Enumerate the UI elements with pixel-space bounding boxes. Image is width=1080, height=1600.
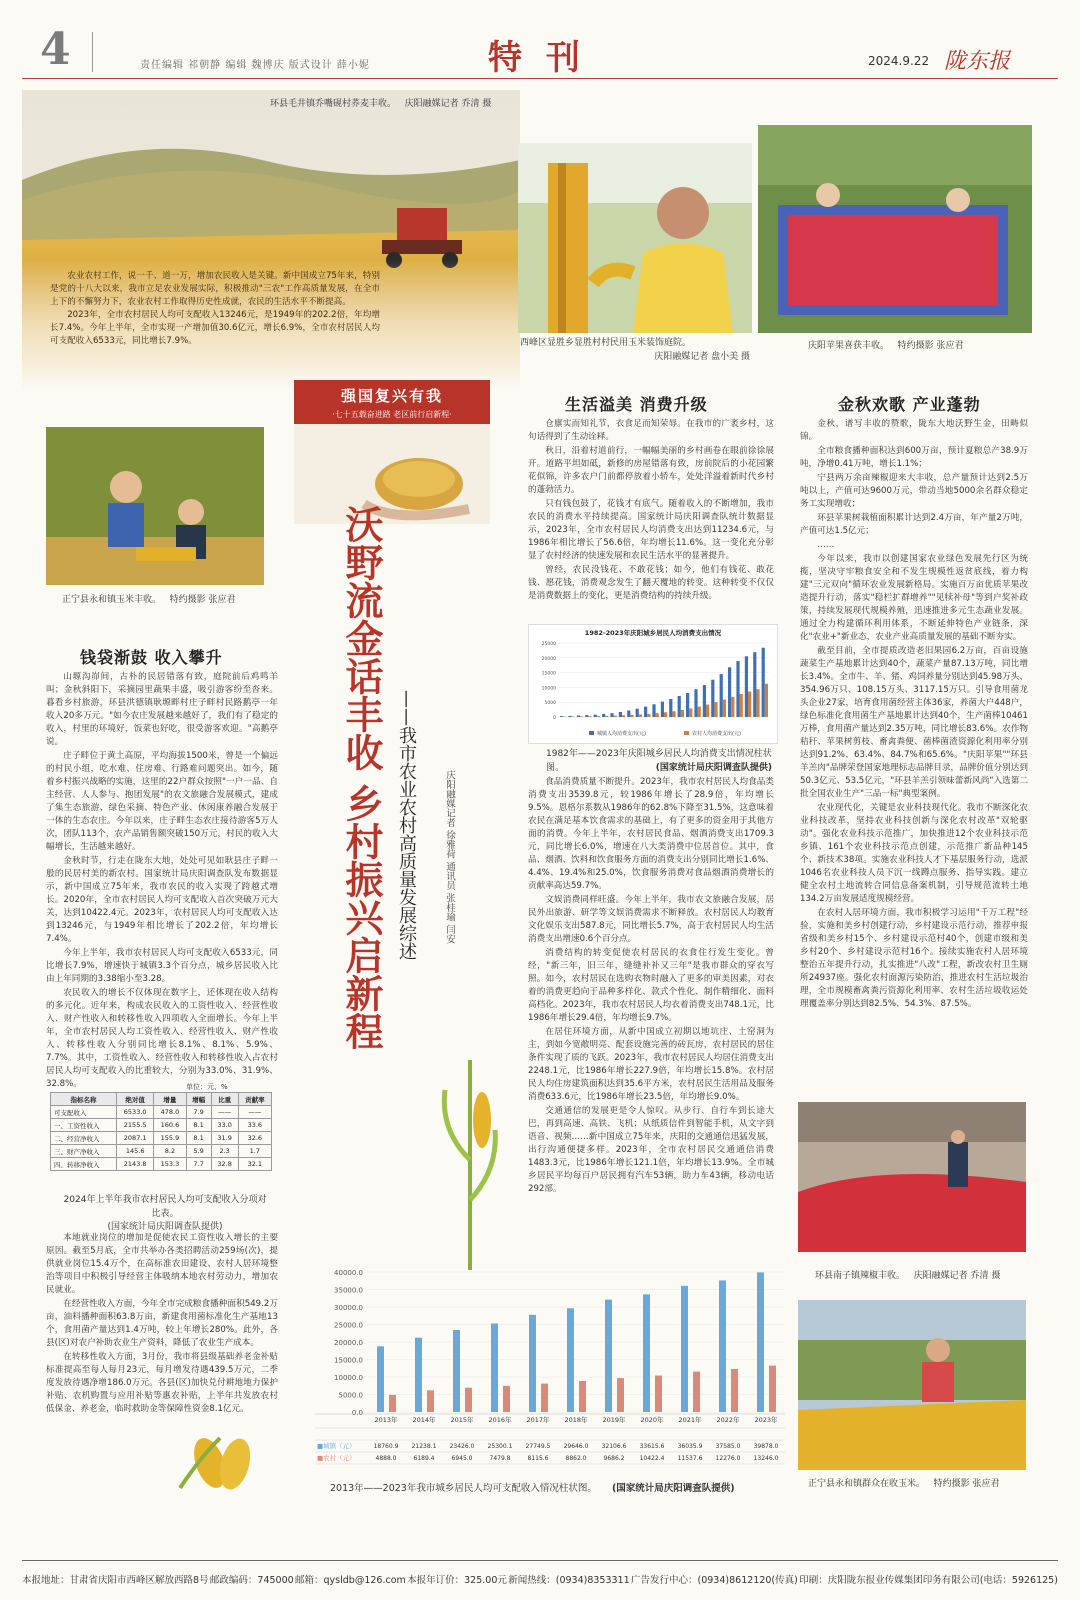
y-tick-label: 0 — [553, 716, 556, 721]
bar — [698, 707, 701, 717]
legend-label: 农村人均消费支出(元) — [692, 731, 741, 737]
y-tick-label: 20000 — [541, 656, 556, 662]
table-cell: 7.9 — [186, 1106, 211, 1119]
col2-paragraph: 秋日，沿着村道前行，一幅幅美丽的乡村画卷在眼前徐徐展开。道路平坦如砥，新修的房屋错落有致，房前院后的小花园繁花似锦，许多农户门前都停放着小轿车，处处洋溢着新时代乡村的蓬勃活力。 — [528, 446, 774, 495]
y-tick-label: 30000.0 — [334, 1304, 363, 1312]
header-divider-vertical — [92, 32, 93, 72]
col2-paragraph: 食品消费质量不断提升。2023年，我市农村居民人均食品类消费支出3539.8元，较1986年增长了28.9倍，年均增长9.5%。恩格尔系数从1986年的62.8%下降至31.5%，这意味着农民在满足基本饮食需求的基础上，有了更多的资金用于其他方面的消费。今年上半年，农村居民食品、烟酒消费支出1709.3元，同比增长6.0%，增速在八大类消费中位居首位。其中，食品、烟酒、饮料和饮食服务方面的消费支出分别同比增长1.6%、4.4%、19.4%和25.0%，饮食服务消费对食品烟酒消费增长的贡献率高达59.7%。 — [528, 777, 774, 891]
data-label: 13246.0 — [753, 1455, 779, 1462]
table-header-cell: 指标名称 — [51, 1093, 117, 1106]
corn-caption — [520, 337, 750, 364]
col1-paragraph: 本地就业岗位的增加是促使农民工资性收入增长的主要原因。截至5月底，全市共举办各类招聘活动259场(次)，提供就业岗位15.4万个，在高标准农田建设、农村人居环境整治等项目中积极引导经营主体吸纳本地农村劳动力，增加农民就业。 — [46, 1233, 278, 1295]
data-label: 6189.4 — [413, 1455, 435, 1462]
sub-headline: ——我市农业农村高质量发展综述 — [396, 690, 417, 960]
col1-paragraph: 山塬沟峁间，古朴的民居错落有致，庭院前后鸡鸣羊叫；金秋斜阳下，采摘园里蔬果丰盛，吸引游客纷至沓来。暮看乡村旅游，环县洪德镇耿塬畔村庄子畔村民路鹅亭一年收入20多万元。"如今农庄发展越来越好了，我们有了稳定的收入，村里的环境好，饭菜也好吃，很受游客欢迎。"高鹅亭说。 — [46, 672, 278, 747]
col3-paragraph: 环县苹果树栽植面积累计达到2.4万亩，年产量2万吨，产值可达1.5亿元； — [800, 513, 1028, 536]
kids-caption-text: 正宁县永和镇玉米丰收。 — [62, 595, 162, 605]
x-tick-label: 2015年 — [450, 1416, 474, 1424]
footer-price: 本报年订价：325.00元 — [407, 1575, 507, 1586]
bar — [719, 1280, 726, 1412]
apple-harvest-photo — [758, 125, 1032, 333]
bar — [580, 716, 583, 717]
col3-paragraph: 全市粮食播种面积达到600万亩，预计夏粮总产38.9万吨，净增0.41万吨，增长1.1%； — [800, 446, 1028, 469]
data-label: 23426.0 — [449, 1443, 475, 1450]
data-label: 18760.9 — [373, 1443, 399, 1450]
table-cell: 155.9 — [154, 1132, 186, 1145]
x-tick-label: 2017年 — [526, 1416, 550, 1424]
bar — [579, 1381, 586, 1412]
table-cell: 5.9 — [186, 1145, 211, 1158]
apple-caption — [808, 340, 963, 354]
pepper-caption — [815, 1270, 1000, 1284]
banner-line1: 强国复兴有我 — [340, 387, 443, 405]
x-tick-label: 2018年 — [564, 1416, 588, 1424]
pepper-harvest-photo — [798, 1102, 1026, 1252]
table-cell: 32.1 — [238, 1158, 271, 1171]
bar — [643, 1294, 650, 1412]
income-table-caption — [60, 1194, 270, 1235]
data-label: 6945.0 — [451, 1455, 473, 1462]
footer-printer: 印刷：庆阳陇东报业传媒集团印务有限公司(电话：5926125) — [799, 1575, 1058, 1586]
data-label: 21238.1 — [411, 1443, 437, 1450]
income-chart — [315, 1262, 790, 1472]
footer-email: 邮箱：qysldb@126.com — [295, 1575, 406, 1586]
col1-body-bottom — [46, 1232, 278, 1422]
bar — [541, 1384, 548, 1412]
table-header-cell: 贡献率 — [238, 1093, 271, 1106]
landscape-caption — [270, 98, 491, 112]
farmer-caption — [808, 1478, 999, 1492]
bar — [622, 715, 625, 717]
landscape-caption-text: 环县毛井镇乔嘴砚村荞麦丰收。 — [270, 99, 397, 109]
bar — [723, 700, 726, 717]
bar — [627, 710, 630, 717]
footer-address: 本报地址：甘肃省庆阳市西峰区解放西路8号 — [22, 1575, 209, 1586]
banner-line2: ·七十五载奋进路 老区前行启新程· — [332, 410, 452, 419]
col2-paragraph: 交通通信的发展更是令人惊叹。从步行、自行车到长途大巴，再到高速、高铁、飞机；从纸质信件到智能手机，从文字到语音、视频……新中国成立75年来，庆阳的交通通信迅猛发展，出行沟通便捷多样。2023年，全市农村居民交通通信消费1483.3元，比1986年增长121.1倍，年均增长13.9%。全市城乡居民平均每百户居民拥有汽车53辆，助力车43辆，移动电话292部。 — [528, 1106, 774, 1194]
bar — [762, 648, 765, 717]
y-tick-label: 25000.0 — [334, 1321, 363, 1330]
bar — [602, 714, 605, 717]
bar — [652, 704, 655, 717]
table-cell: 三、财产净收入 — [51, 1145, 117, 1158]
grain-hands-image — [294, 424, 490, 524]
bar — [389, 1395, 396, 1412]
bar — [681, 710, 684, 717]
table-cell: 可支配收入 — [51, 1106, 117, 1119]
income-table-credit: (国家统计局庆阳调查队提供) — [107, 1222, 223, 1232]
row-label: ■城镇（元） — [317, 1442, 356, 1450]
landscape-credit: 庆阳融媒记者 乔清 摄 — [404, 99, 492, 109]
y-tick-label: 10000.0 — [334, 1374, 363, 1382]
corn-cob-image — [170, 1428, 270, 1490]
y-tick-label: 15000 — [541, 671, 556, 677]
bar — [769, 1366, 776, 1412]
col3-paragraph: 金秋，谱写丰收的赞歌，陇东大地沃野生金，田畴似锦。 — [800, 419, 1028, 442]
x-tick-label: 2021年 — [678, 1416, 702, 1424]
bar — [681, 1286, 688, 1412]
table-header-cell: 绝对值 — [116, 1093, 153, 1106]
income-table-unit: 单位：元、% — [186, 1083, 228, 1091]
y-tick-label: 0.0 — [351, 1409, 363, 1417]
x-tick-label: 2014年 — [412, 1416, 436, 1424]
table-cell: 160.6 — [154, 1119, 186, 1132]
bar — [567, 1308, 574, 1412]
x-tick-label: 2023年 — [754, 1416, 778, 1424]
col3-paragraph: …… — [817, 540, 835, 550]
y-tick-label: 25000 — [541, 642, 556, 647]
bar — [503, 1386, 510, 1412]
col3-paragraph: 农业现代化，关键是农业科技现代化。我市不断深化农业科技改革，坚持农业科技创新与深化农村改革"双轮驱动"。强化农业科技示范推广，加快推进12个农业科技示范乡镇、161个农业科技示范点创建，示范推广新品种145个、新技术38项。实施农业科技人才下基层服务行动，选派1046名农业科技人员下沉一线蹲点服务、指导实践。建立健全农村土地流转合同信息备案机制，引导规范流转土地134.2万亩发展适度规模经营。 — [800, 803, 1028, 904]
bar — [694, 689, 697, 717]
table-header-cell: 增量 — [154, 1093, 186, 1106]
bar — [678, 696, 681, 717]
y-tick-label: 35000.0 — [334, 1286, 363, 1295]
bar — [661, 702, 664, 717]
x-tick-label: 2022年 — [716, 1416, 740, 1424]
x-tick-label: 2016年 — [488, 1416, 512, 1424]
bar — [619, 712, 622, 717]
pepper-caption-text: 环县南子镇辣椒丰收。 — [815, 1271, 906, 1281]
apple-credit: 特约摄影 张应君 — [897, 341, 964, 351]
data-label: 10422.4 — [639, 1455, 665, 1462]
y-tick-label: 15000.0 — [334, 1356, 363, 1365]
legend-swatch — [589, 731, 594, 735]
y-tick-label: 5000.0 — [338, 1391, 363, 1400]
table-cell: 33.0 — [211, 1119, 238, 1132]
bar — [597, 716, 600, 717]
farmer-credit: 特约摄影 张应君 — [933, 1479, 1000, 1489]
bar — [664, 712, 667, 717]
chart2-credit: (国家统计局庆阳调查队提供) — [611, 1483, 735, 1494]
chart2-caption-text: 2013年——2023年我市城乡居民人均可支配收入情况柱状图。 — [330, 1483, 597, 1494]
col3-paragraph: 截至目前，全市提质改造老旧果园6.2万亩，百亩设施蔬菜生产基地累计达到40个，蔬菜产量87.13万吨，同比增长3.4%。全市牛、羊、猪、鸡饲养量分别达到45.98万头、354.96万只、108.15万头、3117.15万只。引导食用菌龙头企业27家，培育食用菌经营主体36家，养菌大户448户，绿色标准化食用菌生产基地累计达到40个，生产菌棒10461万棒，食用菌产量达到2.35万吨，同比增长83.6%。农作物秸秆、苹果树剪枝、畜禽粪便、菌棒菌渣资源化利用率分别达到91.2%、63.4%、84.7%和65.6%。"庆阳苹果""环县羊羔肉"品牌荣登国家地理标志品牌目录，品牌价值分别达到50.3亿元、53.5亿元，"环县羊羔引领味蕾新风尚"入选第二批全国农业生产"三品一标"典型案例。 — [800, 646, 1028, 799]
bar — [453, 1330, 460, 1412]
table-cell: —— — [238, 1106, 271, 1119]
kids-caption — [62, 594, 235, 608]
pepper-image — [798, 1102, 1026, 1252]
apple-image — [758, 125, 1032, 333]
bar — [572, 716, 575, 717]
bar — [427, 1390, 434, 1412]
income-table — [50, 1092, 272, 1171]
intro-block — [50, 270, 380, 348]
bar — [577, 716, 580, 717]
table-cell: 33.6 — [238, 1119, 271, 1132]
data-label: 25300.1 — [487, 1443, 513, 1450]
bar — [706, 705, 709, 717]
bar — [639, 714, 642, 717]
y-tick-label: 10000 — [541, 686, 556, 692]
col1-paragraph: 农民收入的增长不仅体现在数字上，还体现在收入结构的多元化。近年来，构成农民收入的工资性收入、经营性收入、财产性收入和转移性收入四项收入全面增长。今年上半年，全市农村居民人均工资性收入、经营性收入、财产性收入、转移性收入分别同比增长8.1%、8.1%、5.9%、7.7%。其中，工资性收入、经营性收入和转移性收入占农村居民人均可支配收入的比重较大，分别为33.0%、31.9%、32.8%。 — [46, 988, 278, 1089]
table-cell: 2.3 — [211, 1145, 238, 1158]
bar — [686, 693, 689, 717]
data-label: 9686.2 — [603, 1455, 625, 1462]
table-cell: —— — [211, 1106, 238, 1119]
x-tick-label: 2013年 — [374, 1416, 398, 1424]
bar — [711, 680, 714, 717]
footer — [22, 1572, 1058, 1586]
chart2-caption — [330, 1482, 735, 1496]
bar — [756, 689, 759, 717]
bar — [647, 714, 650, 717]
chart1-caption — [546, 748, 772, 775]
bar — [703, 685, 706, 717]
table-row — [51, 1158, 272, 1171]
editors-line: 责任编辑 祁朝静 编辑 魏博庆 版式设计 薛小妮 — [140, 60, 370, 71]
table-cell: 32.8 — [211, 1158, 238, 1171]
header-rule — [22, 78, 1058, 79]
table-row — [51, 1145, 272, 1158]
bar — [491, 1323, 498, 1412]
col2-title: 生活溢美 消费升级 — [565, 395, 708, 414]
data-label: 32106.6 — [601, 1443, 627, 1450]
data-label: 39878.0 — [753, 1443, 779, 1450]
issue-date: 2024.9.22 — [868, 54, 930, 68]
byline: 庆阳融媒记者 徐雅荷 通讯员 张桂瑜 闫安 — [444, 770, 455, 944]
row-label: ■农村（元） — [317, 1454, 356, 1462]
bar — [610, 713, 613, 717]
footer-postcode: 邮政编码：745000 — [209, 1575, 294, 1586]
bar — [693, 1372, 700, 1412]
col3-paragraph: 今年以来，我市以创建国家农业绿色发展先行区为统揽，坚决守牢粮食安全和不发生规模性返贫底线，着力构建"三元双向"循环农业发展新格局。实施百万亩优质苹果改造提升行动，落实"稳栏扩群增养""见犊补母"等到户奖补政策，持续发展现代规模养殖，迅速推进多元生态蔬业发展。通过全力构建循环利用体系，不断延伸特色产业链条，深化"农业+"新业态，农业产业高质量发展的基础不断夯实。 — [800, 554, 1028, 642]
col2-paragraph: 仓廪实而知礼节，衣食足而知荣辱。在我市的广袤乡村，这句话得到了生动诠释。 — [528, 419, 774, 442]
table-header-cell: 比重 — [211, 1093, 238, 1106]
grain-hands-graphic — [294, 424, 490, 524]
table-cell: 8.1 — [186, 1119, 211, 1132]
col3-paragraph: 在农村人居环境方面，我市积极学习运用"千万工程"经验，实施和美乡村创建行动，乡村建设示范行动，推荐申报省级和美乡村15个、乡村建设示范村40个，创建市级和美乡村20个、乡村建设示范村16个。接续实施农村人居环境整治五年提升行动，扎实推进"八改"工程，新改农村卫生厕所24937座。强化农村面源污染防治，推进农村生活垃圾治理，全市规模畜禽粪污资源化利用率、农村生活垃圾收运处理覆盖率分别达到82.5%、54.3%、87.5%。 — [800, 908, 1028, 1009]
legend-label: 城镇人均消费支出(元) — [597, 731, 646, 737]
y-tick-label: 20000.0 — [334, 1339, 363, 1347]
income-table-body — [51, 1106, 272, 1171]
y-tick-label: 5000 — [544, 701, 556, 707]
data-label: 8115.6 — [527, 1455, 549, 1462]
chart1-caption-text: 1982年——2023年庆阳城乡居民人均消费支出情况柱状图。 — [546, 749, 772, 773]
table-cell: 四、转移净收入 — [51, 1158, 117, 1171]
intro-paragraph: 2023年，全市农村居民人均可支配收入13246元，是1949年的202.2倍，年均增长7.4%。今年上半年，全市实现一产增加值30.6亿元，增长6.9%，全市农村居民人均可支配收入6533元，同比增长7.9%。 — [50, 310, 380, 346]
table-cell: 6533.0 — [116, 1106, 153, 1119]
table-cell: 二、经营净收入 — [51, 1132, 117, 1145]
table-cell: 2155.5 — [116, 1119, 153, 1132]
table-cell: 8.2 — [154, 1145, 186, 1158]
corn-cob-illustration — [170, 1428, 270, 1490]
col2-paragraph: 在居住环境方面，从新中国成立初期以地坑庄、土窑洞为主，到如今宽敞明亮、配套设施完善的砖瓦房，农村居民的居住条件实现了质的飞跃。2023年，我市农村居民人均居住消费支出2248.1元，比1986年增长227.9倍，年均增长15.8%。农村居民人均住房建筑面积达到35.6平方米，农村居民生活用品及服务消费633.6元，比1986年增长23.5倍，年均增长9.0%。 — [528, 1027, 774, 1102]
main-headline: 沃野流金话丰收 乡村振兴启新程 — [339, 505, 384, 1051]
bar — [568, 716, 571, 717]
col1-paragraph: 在经营性收入方面，今年全市完成粮食播种面积549.2万亩，油料播种面积63.8万亩，新建食用菌标准化生产基地13个，食用菌产量达到1.4万吨，较上年增长280%。此外，各县(区)对农户补助农业生产资料，降低了农业生产成本。 — [46, 1299, 278, 1348]
corn-credit: 庆阳融媒记者 盘小美 摄 — [654, 351, 750, 362]
pepper-credit: 庆阳融媒记者 乔清 摄 — [913, 1271, 1001, 1281]
data-label: 29646.0 — [563, 1443, 589, 1450]
bar — [669, 699, 672, 717]
table-row — [51, 1132, 272, 1145]
footer-hotline: 新闻热线：(0934)8353311 — [508, 1575, 630, 1586]
bar — [630, 715, 633, 717]
bar — [605, 1300, 612, 1412]
bar — [636, 709, 639, 717]
bar — [594, 715, 597, 717]
bar — [757, 1272, 764, 1412]
data-label: 12276.0 — [715, 1455, 741, 1462]
banner — [294, 380, 490, 424]
table-row — [51, 1106, 272, 1119]
bar — [736, 661, 739, 717]
col2-body-top — [528, 418, 774, 618]
bar — [720, 674, 723, 717]
x-tick-label: 2019年 — [602, 1416, 626, 1424]
bar — [415, 1338, 422, 1412]
bar — [745, 656, 748, 717]
bar — [644, 707, 647, 717]
col2-paragraph: 文娱消费同样旺盛。今年上半年，我市农文旅融合发展，居民外出旅游、研学等文娱消费需求不断释放。农村居民人均教育文化娱乐支出587.8元，同比增长5.7%，高于农村居民人均生活消费支出增速0.6个百分点。 — [528, 895, 774, 944]
farmer-corn-photo — [798, 1300, 1026, 1470]
table-row — [51, 1119, 272, 1132]
col2-paragraph: 曾经，农民没钱花、不敢花钱；如今，他们有钱花、敢花钱、愿花钱，消费观念发生了翻天覆地的转变。这种转变不仅仅是消费数据上的变化，更是消费结构的持续升级。 — [528, 565, 774, 601]
legend-swatch — [684, 731, 689, 735]
col1-paragraph: 庄子畔位于黄土高原，平均海拔1500米，曾是一个偏远的村民小组，吃水难、住房难、行路难问题突出。如今，随着乡村振兴战略的实施，这里的22户群众按照"一户一品、自主经营、人人参与、抱团发展"的农文旅融合发展模式，建成了集生态旅游、绿色采摘、特色产业、休闲康养融合发展于一体的生态农庄。今年以来，庄子畔生态农庄接待游客5万人次，团队113个，农产品销售额突破150万元，村民的收入大幅增长，生活越来越好。 — [46, 751, 278, 852]
data-label: 36035.9 — [677, 1443, 703, 1450]
table-cell: 32.6 — [238, 1132, 271, 1145]
income-table-header-row — [51, 1093, 272, 1106]
col3-paragraph: 宁县两万余亩辣椒迎来大丰收，总产量预计达到2.5万吨以上，产值可达9600万元，带动当地5000余名群众稳定务工实现增收； — [800, 473, 1028, 509]
corn-plant-image — [440, 1040, 500, 1270]
kids-corn-photo — [46, 427, 264, 585]
col3-body — [800, 418, 1028, 1086]
table-cell: 153.3 — [154, 1158, 186, 1171]
data-label: 8862.0 — [565, 1455, 587, 1462]
bar — [377, 1346, 384, 1412]
newspaper-logo: 陇东报 — [944, 49, 1011, 74]
table-cell: 8.1 — [186, 1132, 211, 1145]
table-cell: 145.6 — [116, 1145, 153, 1158]
consumption-chart — [528, 624, 778, 744]
consumption-chart-svg — [529, 625, 777, 743]
apple-caption-text: 庆阳苹果喜获丰收。 — [808, 341, 890, 351]
bar — [656, 713, 659, 717]
bar — [605, 716, 608, 717]
bar — [765, 684, 768, 717]
table-header-cell: 增幅 — [186, 1093, 211, 1106]
bar — [731, 1369, 738, 1412]
data-label: 27749.5 — [525, 1443, 551, 1450]
data-label: 37585.0 — [715, 1443, 741, 1450]
data-label: 7479.8 — [489, 1455, 511, 1462]
bar — [753, 652, 756, 717]
bar — [529, 1315, 536, 1412]
data-label: 4888.0 — [375, 1455, 397, 1462]
bar — [689, 708, 692, 717]
bar — [585, 715, 588, 717]
footer-rule — [22, 1560, 1058, 1561]
bar — [740, 694, 743, 717]
table-cell: 一、工资性收入 — [51, 1119, 117, 1132]
bar — [728, 667, 731, 717]
data-label: 11537.6 — [677, 1455, 703, 1462]
corn-decoration-photo — [518, 143, 752, 333]
bar — [714, 702, 717, 717]
corn-caption-text: 西峰区显胜乡显胜村村民用玉米装饰庭院。 — [520, 338, 692, 348]
corn-image — [518, 143, 752, 333]
bar — [560, 716, 563, 717]
chart-title: 1982-2023年庆阳城乡居民人均消费支出情况 — [584, 629, 722, 637]
data-label: 33615.6 — [639, 1443, 665, 1450]
bar — [748, 692, 751, 717]
bar — [614, 716, 617, 717]
table-cell: 7.7 — [186, 1158, 211, 1171]
chart1-credit: (国家统计局庆阳调查队提供) — [655, 762, 772, 773]
income-table-wrap — [50, 1092, 272, 1171]
bar — [465, 1388, 472, 1412]
col1-paragraph: 今年上半年，我市农村居民人均可支配收入6533元，同比增长7.9%，增速快于城镇3.3个百分点，城乡居民收入比由上年同期的3.38缩小至3.28。 — [46, 948, 278, 984]
kids-credit: 特约摄影 张应君 — [169, 595, 236, 605]
col3-title: 金秋欢歌 产业蓬勃 — [838, 395, 981, 414]
y-tick-label: 40000.0 — [334, 1269, 363, 1277]
col1-paragraph: 在转移性收入方面，3月份，我市将县级基础养老金补贴标准提高至每人每月23元，每月增发待遇439.5万元，二季度发放待遇净增186.0万元。各县(区)加快兑付耕地地力保护补贴、农机购置与应用补贴等惠农补贴，上半年共发放农村低保金、养老金，临时救助金等保障性资金8.1亿元。 — [46, 1352, 278, 1414]
col2-paragraph: 只有钱包鼓了，花钱才有底气。随着收入的不断增加，我市农民的消费水平持续提高。国家统计局庆阳调查队统计数据显示，2023年，全市农村居民人均消费支出达到11234.6元，与1986年相比增长了56.6倍，年均增长11.6%。这一变化充分彰显了农村经济的快速发展和农民生活水平的显著提升。 — [528, 499, 774, 561]
col2-body-bottom — [528, 776, 774, 1256]
table-cell: 478.0 — [154, 1106, 186, 1119]
col1-title: 钱袋渐鼓 收入攀升 — [80, 648, 223, 667]
income-chart-svg — [315, 1262, 790, 1472]
table-cell: 2087.1 — [116, 1132, 153, 1145]
farmer-image — [798, 1300, 1026, 1470]
bar — [731, 697, 734, 717]
bar — [655, 1376, 662, 1412]
corn-plant-illustration — [440, 1040, 500, 1270]
farmer-caption-text: 正宁县永和镇群众在收玉米。 — [808, 1479, 926, 1489]
table-cell: 2143.8 — [116, 1158, 153, 1171]
page-number: 4 — [40, 24, 71, 75]
section-title: 特 刊 — [488, 38, 586, 78]
col1-paragraph: 金秋时节，行走在陇东大地，处处可见如耿县庄子畔一般的民居村美的新农村。国家统计局庆阳调查队发布数据显示，新中国成立75年来，我市农民的收入实现了跨越式增长。2020年，全市农村居民人均可支配收入首次突破万元大关，达到10422.4元。2023年，农村居民人均可支配收入达到13246元，与1949年相比增长了202.2倍，年均增长7.4%。 — [46, 856, 278, 944]
bar — [617, 1378, 624, 1412]
bar — [588, 716, 591, 717]
col2-paragraph: 消费结构的转变促使农村居民的衣食住行发生变化。曾经，"新三年，旧三年，缝缝补补又三年"是我市群众的穿衣写照。如今，农村居民在选购衣物时融入了更多的审美因素，对衣着的消费更趋向于品种多样化、款式个性化、制作精细化、面料高档化。2023年，我市农村居民人均衣着消费支出748.1元，比1986年增长29.4倍，年均增长9.7%。 — [528, 948, 774, 1023]
kids-image — [46, 427, 264, 585]
x-tick-label: 2020年 — [640, 1416, 664, 1424]
income-table-caption-text: 2024年上半年我市农村居民人均可支配收入分项对比表。 — [63, 1195, 267, 1219]
footer-ads: 广告发行中心：(0934)8612120(传真) — [631, 1575, 798, 1586]
table-cell: 31.9 — [211, 1132, 238, 1145]
intro-paragraph: 农业农村工作，说一千、道一万，增加农民收入是关键。新中国成立75年来，特别是党的十八大以来，我市立足农业发展实际，积极推动"三农"工作高质量发展，在全市上下的不懈努力下，农业农村工作取得历史性成就，农民的生活水平不断提高。 — [50, 271, 380, 307]
bar — [672, 711, 675, 717]
table-cell: 1.7 — [238, 1145, 271, 1158]
